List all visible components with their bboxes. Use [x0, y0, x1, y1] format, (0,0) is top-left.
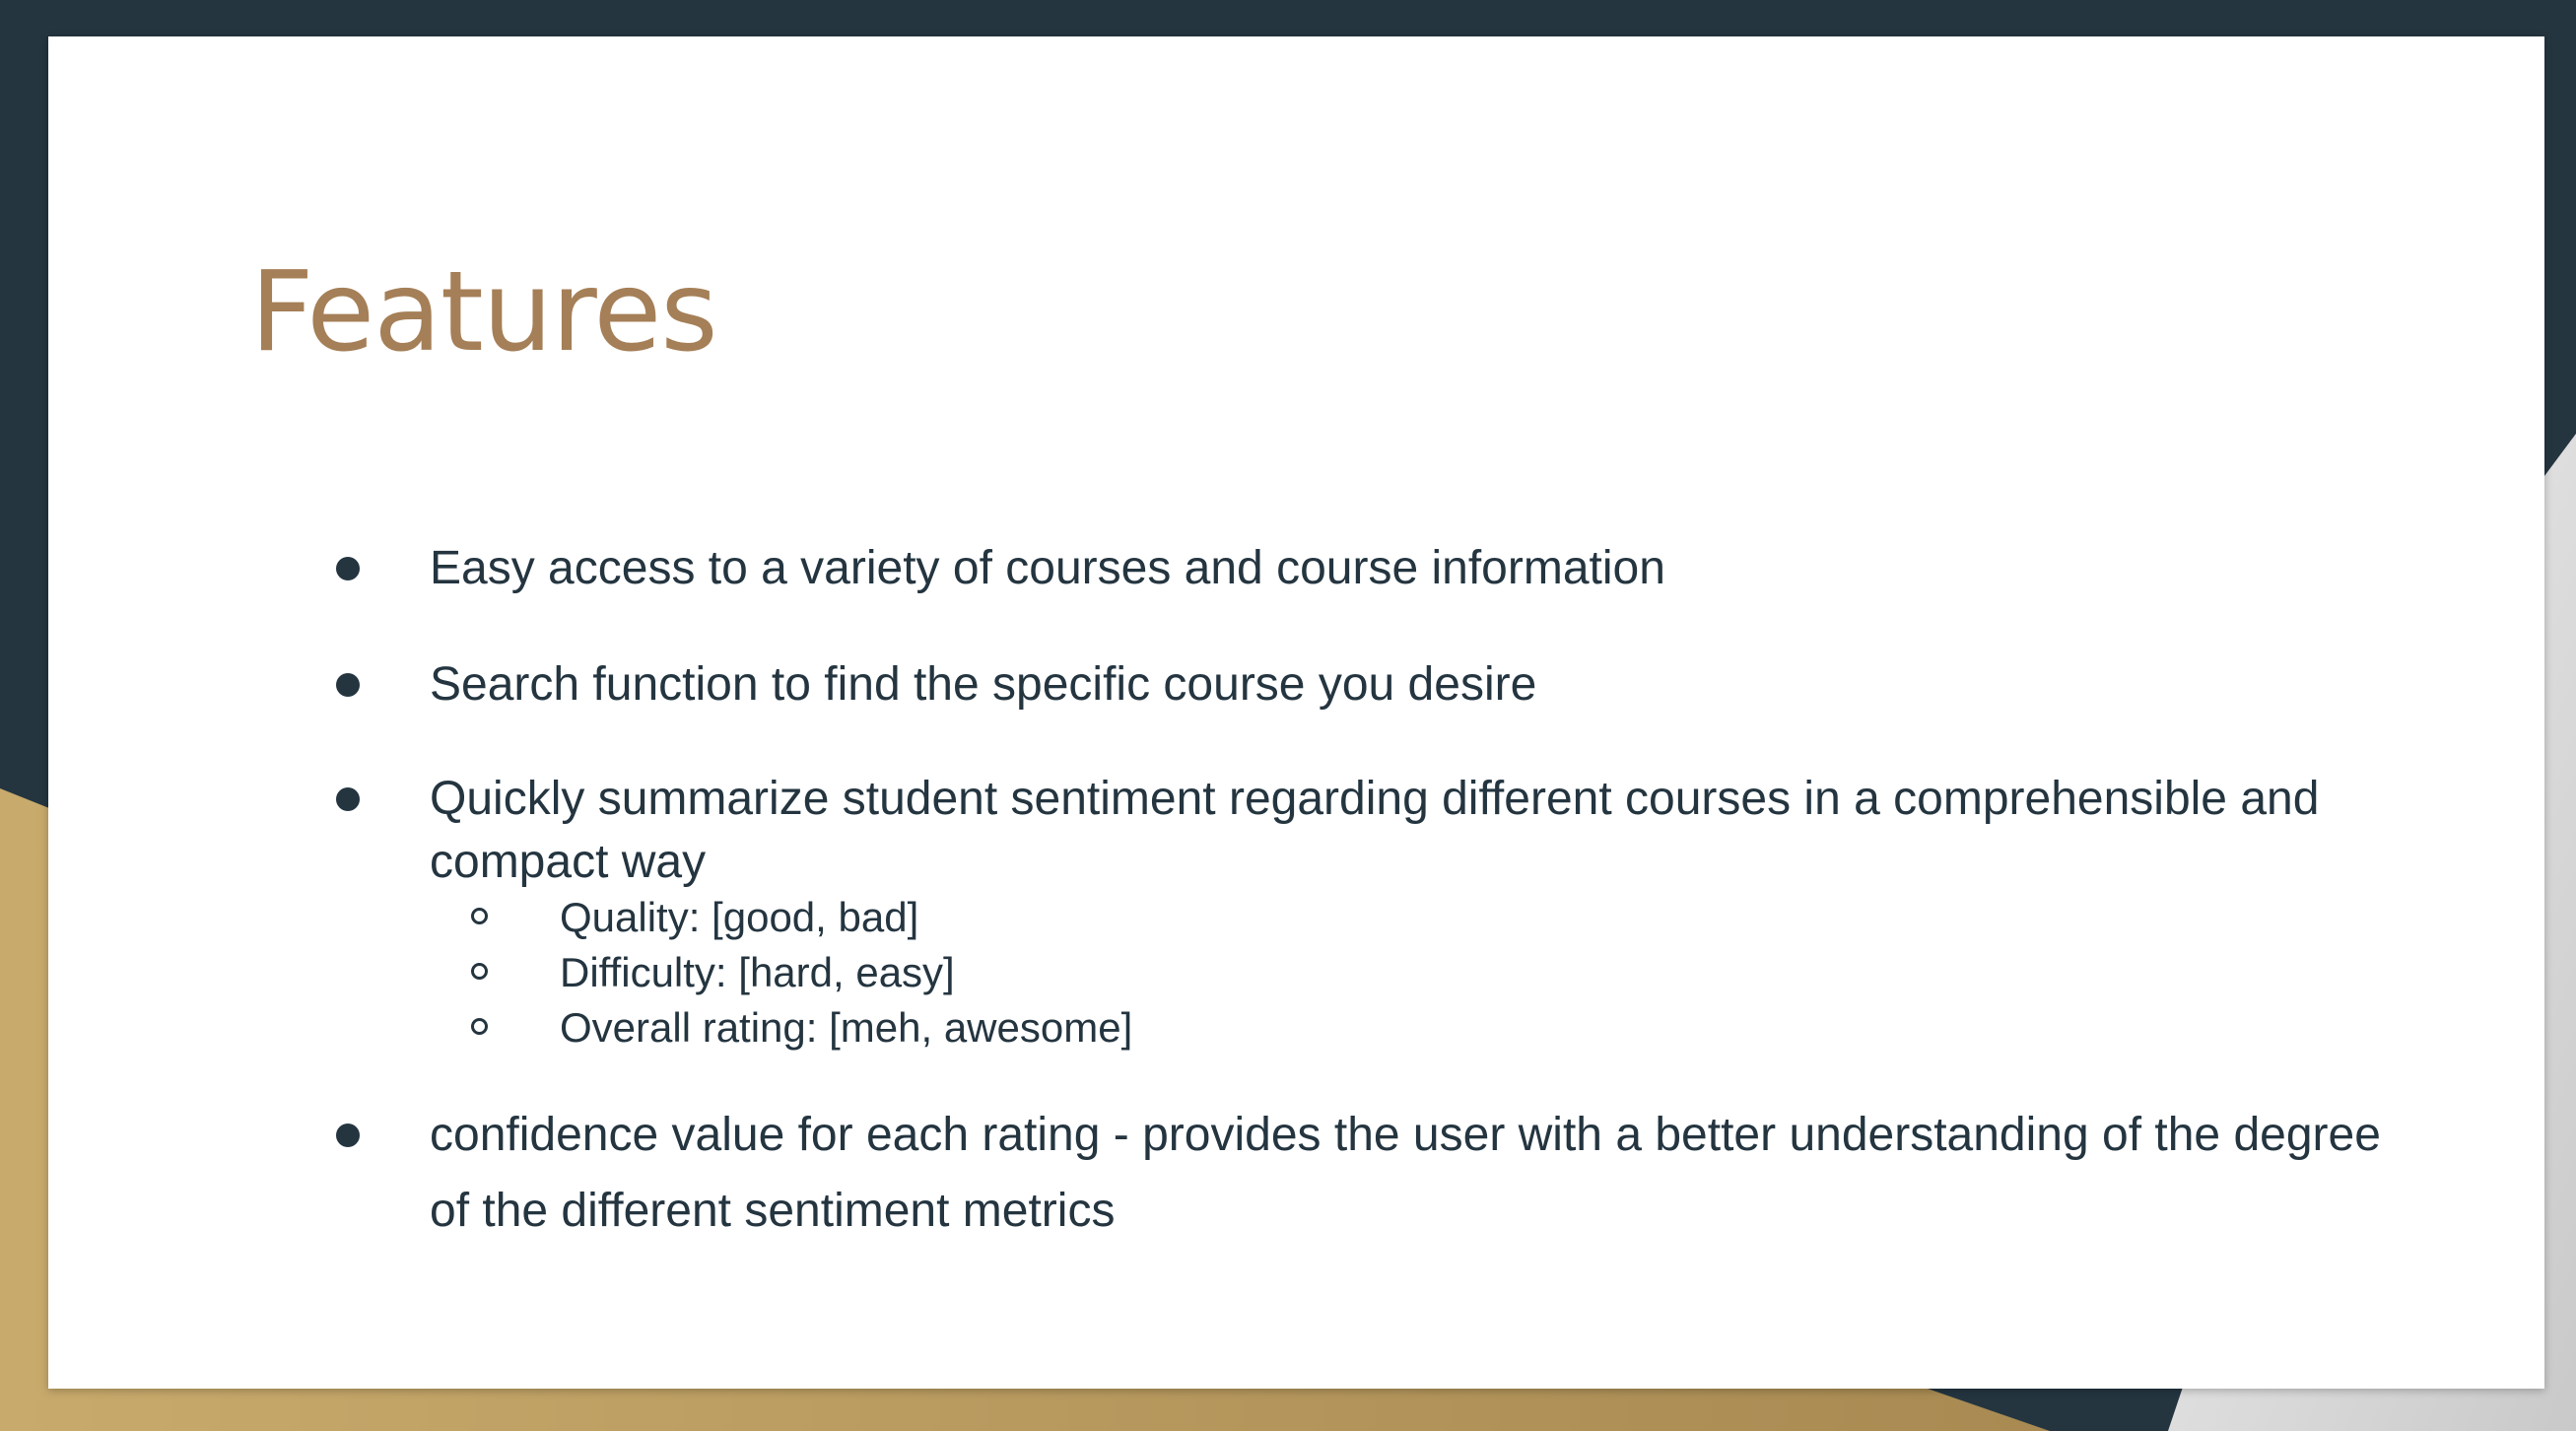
bullet-list [282, 537, 2401, 1249]
bullet-item [282, 653, 2401, 716]
sub-bullet-text: Difficulty: [hard, easy] [560, 949, 955, 995]
bullet-item [282, 1097, 2401, 1249]
bullet-item [282, 537, 2401, 600]
bullet-ring-icon [471, 1018, 488, 1035]
bullet-dot-icon [336, 1124, 360, 1147]
sub-bullet-list [430, 890, 2401, 1056]
bullet-text: Quickly summarize student sentiment regarding different courses in a comprehensible and compact way [430, 773, 2320, 888]
slide-title: Features [250, 248, 717, 376]
sub-bullet-item [282, 1000, 2401, 1056]
sub-bullet-item [282, 945, 2401, 1000]
bullet-dot-icon [336, 787, 360, 811]
bullet-dot-icon [336, 557, 360, 580]
bullet-dot-icon [336, 673, 360, 697]
bullet-ring-icon [471, 963, 488, 980]
slide-canvas [48, 36, 2544, 1389]
bullet-text: Search function to find the specific course you desire [430, 658, 1537, 711]
sub-bullet-text: Overall rating: [meh, awesome] [560, 1004, 1133, 1051]
bullet-text: Easy access to a variety of courses and course information [430, 542, 1665, 594]
sub-bullet-item [282, 890, 2401, 945]
sub-bullet-text: Quality: [good, bad] [560, 894, 919, 940]
bullet-item [282, 768, 2401, 1056]
bullet-text: confidence value for each rating - provides the user with a better understanding of the degree of the different sentiment metrics [430, 1109, 2381, 1237]
bullet-ring-icon [471, 908, 488, 924]
